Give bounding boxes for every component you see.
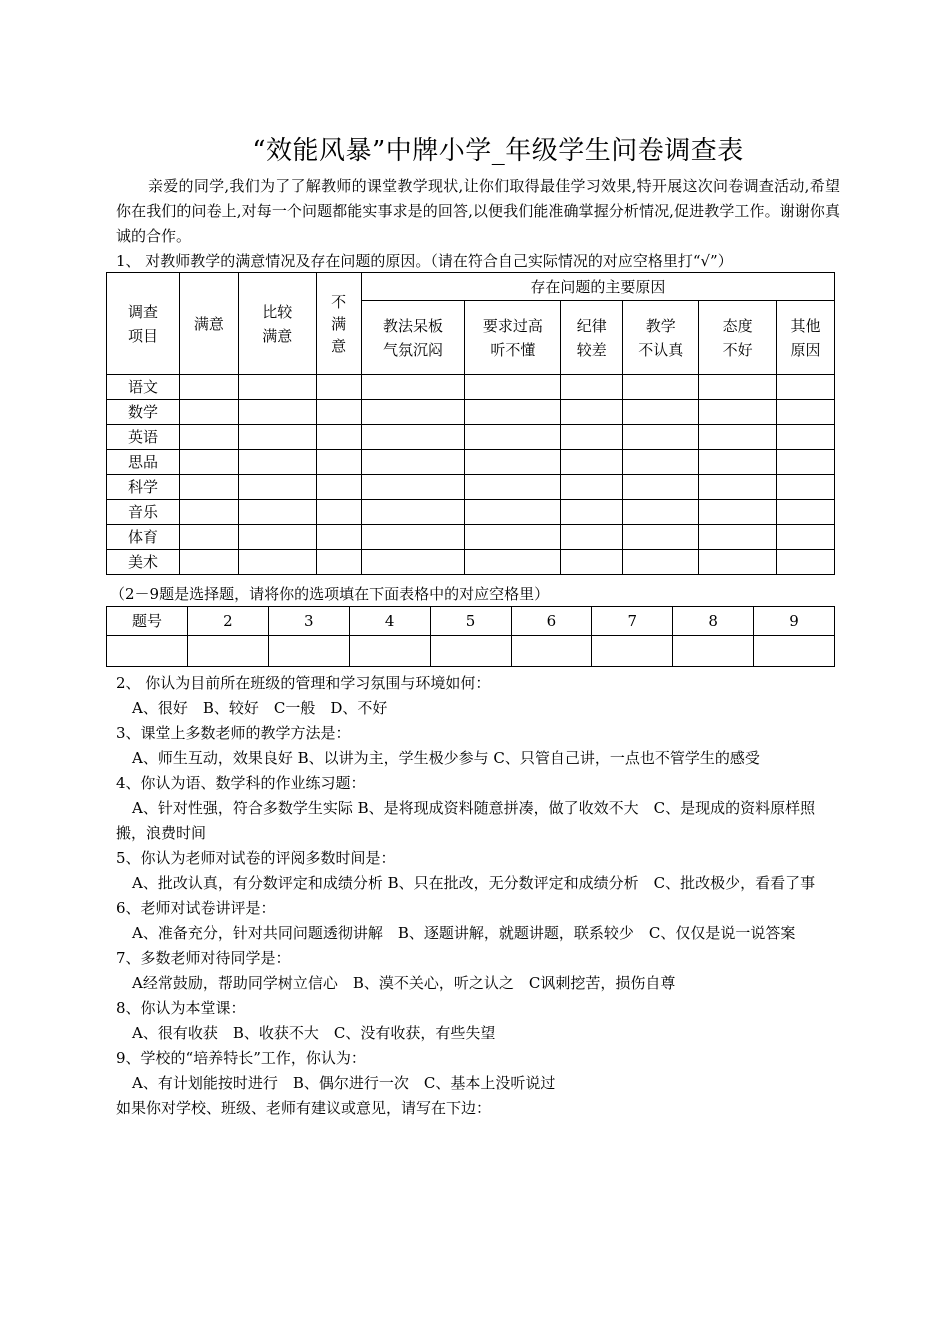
subject-row: [107, 475, 835, 500]
rating-cell[interactable]: [561, 450, 623, 475]
reason-label: 原因: [790, 340, 821, 359]
header-fairly-line2: 满意: [262, 326, 293, 345]
question-4-text: 4、你认为语、数学科的作业练习题：: [116, 774, 366, 792]
header-reason-discipline: [561, 301, 623, 375]
rating-cell[interactable]: [699, 500, 777, 525]
rating-cell[interactable]: [623, 550, 699, 575]
answer-cell[interactable]: [592, 636, 673, 667]
rating-cell[interactable]: [699, 425, 777, 450]
rating-cell[interactable]: [465, 450, 561, 475]
rating-cell[interactable]: [465, 425, 561, 450]
header-survey-item-line2: 项目: [127, 326, 158, 345]
rating-cell[interactable]: [777, 500, 835, 525]
rating-cell[interactable]: [361, 500, 465, 525]
rating-cell[interactable]: [699, 450, 777, 475]
rating-cell[interactable]: [238, 475, 316, 500]
question-6-text: 6、老师对试卷讲评是：: [116, 899, 276, 917]
satisfaction-table-body: [107, 375, 835, 575]
rating-cell[interactable]: [699, 375, 777, 400]
question-6-options: A、准备充分，针对共同问题透彻讲解 B、逐题讲解，就题讲题，联系较少 C、仅仅是说一说答案: [132, 924, 796, 942]
question-number: 4: [349, 607, 430, 636]
rating-cell[interactable]: [316, 400, 361, 425]
rating-cell[interactable]: [777, 450, 835, 475]
question-3-options: A、师生互动，效果良好 B、以讲为主，学生极少参与 C、只管自己讲，一点也不管学生的感受: [132, 749, 760, 767]
header-main-reasons: 存在问题的主要原因: [361, 273, 834, 301]
rating-cell[interactable]: [699, 400, 777, 425]
rating-cell[interactable]: [179, 425, 238, 450]
subject-label: 美术: [107, 550, 180, 575]
header-survey-item-line1: 调查: [127, 302, 158, 321]
answer-cell[interactable]: [673, 636, 754, 667]
rating-cell[interactable]: [361, 475, 465, 500]
rating-cell[interactable]: [623, 475, 699, 500]
rating-cell[interactable]: [238, 425, 316, 450]
answer-table: [106, 606, 835, 667]
rating-cell[interactable]: [623, 425, 699, 450]
rating-cell[interactable]: [179, 400, 238, 425]
reason-label: 态度: [722, 316, 753, 335]
subject-label: 体育: [107, 525, 180, 550]
question-4-options-cont: 搬，浪费时间: [116, 824, 207, 842]
rating-cell[interactable]: [777, 425, 835, 450]
header-not-line3: 意: [331, 336, 347, 355]
rating-cell[interactable]: [561, 475, 623, 500]
rating-cell[interactable]: [316, 500, 361, 525]
closing-text: 如果你对学校、班级、老师有建议或意见，请写在下边：: [116, 1099, 492, 1117]
rating-cell[interactable]: [179, 500, 238, 525]
rating-cell[interactable]: [465, 525, 561, 550]
header-not-line1: 不: [331, 292, 347, 311]
rating-cell[interactable]: [316, 425, 361, 450]
rating-cell[interactable]: [561, 550, 623, 575]
choice-note: （2－9题是选择题，请将你的选项填在下面表格中的对应空格里）: [110, 585, 550, 603]
rating-cell[interactable]: [623, 400, 699, 425]
rating-cell[interactable]: [561, 400, 623, 425]
rating-cell[interactable]: [699, 475, 777, 500]
rating-cell[interactable]: [623, 375, 699, 400]
rating-cell[interactable]: [561, 375, 623, 400]
question-7-text: 7、多数老师对待同学是：: [116, 949, 291, 967]
header-survey-item: [107, 273, 180, 375]
rating-cell[interactable]: [777, 400, 835, 425]
question-number: 7: [592, 607, 673, 636]
rating-cell[interactable]: [238, 525, 316, 550]
reason-label: 纪律: [576, 316, 607, 335]
rating-cell[interactable]: [623, 500, 699, 525]
subject-label: 数学: [107, 400, 180, 425]
rating-cell[interactable]: [238, 375, 316, 400]
subject-label: 思品: [107, 450, 180, 475]
page-title: “效能风暴”中牌小学_年级学生问卷调查表: [252, 136, 744, 166]
rating-cell[interactable]: [465, 550, 561, 575]
rating-cell[interactable]: [316, 450, 361, 475]
header-fairly-line1: 比较: [262, 302, 293, 321]
answer-cell[interactable]: [430, 636, 511, 667]
rating-cell[interactable]: [179, 375, 238, 400]
subject-row: [107, 550, 835, 575]
rating-cell[interactable]: [777, 525, 835, 550]
reason-label: 其他: [790, 316, 821, 335]
subject-row: [107, 525, 835, 550]
rating-cell[interactable]: [361, 550, 465, 575]
header-reason-too-hard: [465, 301, 561, 375]
rating-cell[interactable]: [623, 450, 699, 475]
question-4-options: A、针对性强，符合多数学生实际 B、是将现成资料随意拼凑，做了收效不大 C、是现成的资料原样照: [132, 799, 816, 817]
rating-cell[interactable]: [777, 475, 835, 500]
rating-cell[interactable]: [465, 400, 561, 425]
rating-cell[interactable]: [179, 525, 238, 550]
question-9-text: 9、学校的“培养特长”工作，你认为：: [116, 1049, 366, 1067]
subject-row: [107, 450, 835, 475]
subject-label: 英语: [107, 425, 180, 450]
header-reason-careless: [623, 301, 699, 375]
rating-cell[interactable]: [238, 550, 316, 575]
answer-cell[interactable]: [188, 636, 269, 667]
header-reason-other: [777, 301, 835, 375]
question-number: 2: [188, 607, 269, 636]
rating-cell[interactable]: [465, 375, 561, 400]
rating-cell[interactable]: [699, 525, 777, 550]
rating-cell[interactable]: [361, 450, 465, 475]
subject-row: [107, 500, 835, 525]
question-number: 5: [430, 607, 511, 636]
subject-row: [107, 425, 835, 450]
question-number: 3: [268, 607, 349, 636]
reason-label: 较差: [576, 340, 607, 359]
question-8-text: 8、你认为本堂课：: [116, 999, 246, 1017]
rating-cell[interactable]: [561, 500, 623, 525]
answer-cell[interactable]: [268, 636, 349, 667]
question-9-options: A、有计划能按时进行 B、偶尔进行一次 C、基本上没听说过: [132, 1074, 556, 1092]
subject-label: 语文: [107, 375, 180, 400]
subject-label: 音乐: [107, 500, 180, 525]
reason-label: 不好: [722, 340, 753, 359]
question-number: 8: [673, 607, 754, 636]
answer-cell[interactable]: [511, 636, 592, 667]
reason-label: 要求过高: [482, 316, 543, 335]
intro-paragraph: 亲爱的同学,我们为了了解教师的课堂教学现状,让你们取得最佳学习效果,特开展这次问卷调查活动,希望你在我们的问卷上,对每一个问题都能实事求是的回答,以便我们能准确掌握分析情况,促进教学工作。谢谢你真诚的合作。: [116, 177, 840, 245]
reason-label: 教学: [645, 316, 676, 335]
header-reason-attitude: [699, 301, 777, 375]
rating-cell[interactable]: [777, 375, 835, 400]
satisfaction-table: [106, 272, 835, 575]
subject-label: 科学: [107, 475, 180, 500]
rating-cell[interactable]: [316, 525, 361, 550]
question-3-text: 3、课堂上多数老师的教学方法是：: [116, 724, 351, 742]
rating-cell[interactable]: [238, 450, 316, 475]
rating-cell[interactable]: [361, 375, 465, 400]
rating-cell[interactable]: [316, 475, 361, 500]
rating-cell[interactable]: [561, 425, 623, 450]
rating-cell[interactable]: [361, 425, 465, 450]
answer-cell-label[interactable]: [107, 636, 188, 667]
reason-label: 不认真: [638, 340, 684, 359]
question-1-text: 1、 对教师教学的满意情况及存在问题的原因。（请在符合自己实际情况的对应空格里打“√”）: [116, 252, 733, 270]
header-not-line2: 满: [331, 314, 347, 333]
question-5-text: 5、你认为老师对试卷的评阅多数时间是：: [116, 849, 396, 867]
rating-cell[interactable]: [179, 450, 238, 475]
rating-cell[interactable]: [179, 550, 238, 575]
question-number: 6: [511, 607, 592, 636]
answer-cell[interactable]: [754, 636, 835, 667]
rating-cell[interactable]: [361, 400, 465, 425]
reason-label: 气氛沉闷: [383, 340, 444, 359]
header-satisfied: 满意: [179, 273, 238, 375]
rating-cell[interactable]: [777, 550, 835, 575]
rating-cell[interactable]: [238, 500, 316, 525]
rating-cell[interactable]: [316, 375, 361, 400]
answer-table-header: 题号: [107, 607, 188, 636]
rating-cell[interactable]: [238, 400, 316, 425]
question-5-options: A、批改认真，有分数评定和成绩分析 B、只在批改，无分数评定和成绩分析 C、批改极少，看看了事: [132, 874, 816, 892]
question-2-text: 2、 你认为目前所在班级的管理和学习氛围与环境如何：: [116, 674, 491, 692]
subject-row: [107, 375, 835, 400]
rating-cell[interactable]: [623, 525, 699, 550]
rating-cell[interactable]: [179, 475, 238, 500]
rating-cell[interactable]: [465, 475, 561, 500]
rating-cell[interactable]: [699, 550, 777, 575]
rating-cell[interactable]: [361, 525, 465, 550]
rating-cell[interactable]: [465, 500, 561, 525]
rating-cell[interactable]: [561, 525, 623, 550]
subject-row: [107, 400, 835, 425]
reason-label: 教法呆板: [383, 316, 444, 335]
question-2-options: A、很好 B、较好 C一般 D、不好: [132, 699, 388, 717]
header-reason-rigid: [361, 301, 465, 375]
question-8-options: A、很有收获 B、收获不大 C、没有收获，有些失望: [132, 1024, 496, 1042]
question-7-options: A经常鼓励，帮助同学树立信心 B、漠不关心，听之认之 C讽刺挖苦，损伤自尊: [132, 974, 676, 992]
reason-label: 听不懂: [490, 340, 536, 359]
header-fairly-satisfied: [238, 273, 316, 375]
rating-cell[interactable]: [316, 550, 361, 575]
question-number: 9: [754, 607, 835, 636]
answer-cell[interactable]: [349, 636, 430, 667]
header-not-satisfied: [316, 273, 361, 375]
